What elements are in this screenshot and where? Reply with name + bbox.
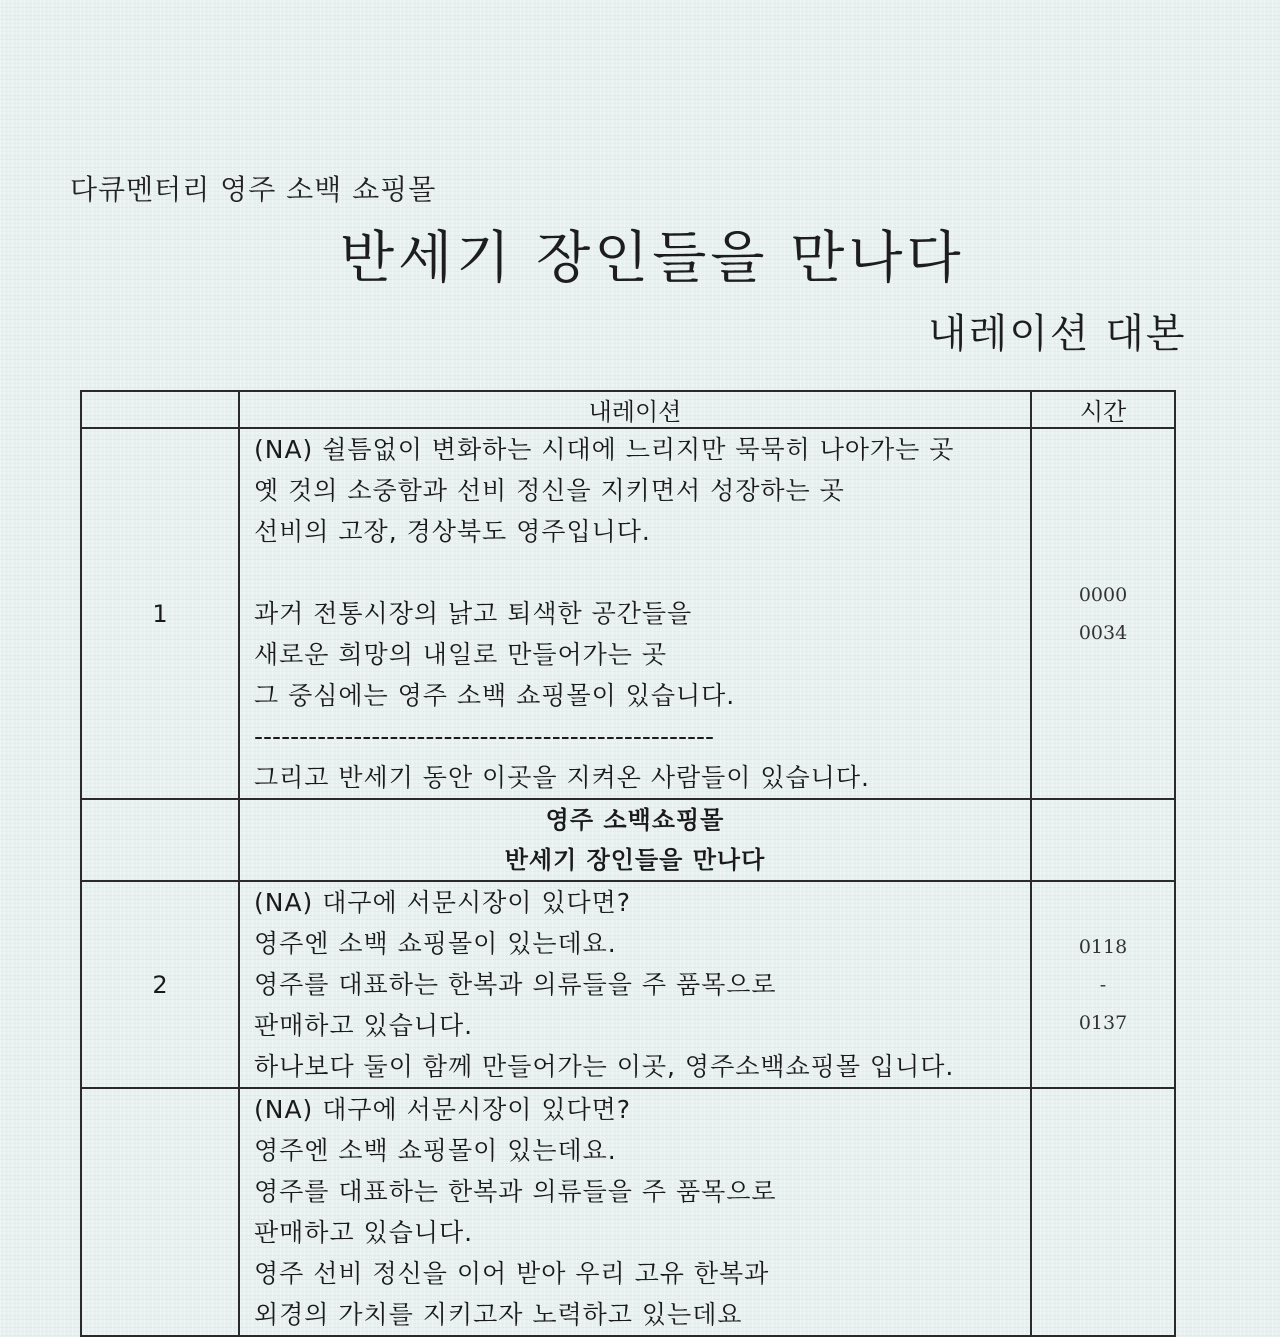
narration-line: 과거 전통시장의 낡고 퇴색한 공간들을: [254, 599, 693, 628]
document-subtitle: 다큐멘터리 영주 소백 쇼핑몰: [70, 173, 437, 206]
table-row: [81, 1088, 1175, 1336]
header-narration: 내레이션: [239, 391, 1031, 428]
time-cell: [1031, 1088, 1175, 1336]
narration-cell: [239, 428, 1031, 799]
narration-line: 외경의 가치를 지키고자 노력하고 있는데요: [254, 1300, 743, 1329]
narration-line: 새로운 희망의 내일로 만들어가는 곳: [254, 640, 668, 669]
time-cell: [1031, 428, 1175, 799]
narration-line: 판매하고 있습니다.: [254, 1011, 474, 1040]
document-title: 반세기 장인들을 만나다: [340, 226, 965, 291]
narration-line: (NA) 대구에 서문시장이 있다면?: [254, 1095, 632, 1124]
separator-line: ---------------------------------------------------: [254, 722, 715, 751]
narration-line: (NA) 대구에 서문시장이 있다면?: [254, 888, 632, 917]
narration-line: 판매하고 있습니다.: [254, 1218, 474, 1247]
table-header-row: [81, 391, 1175, 428]
time-end: 0034: [1078, 621, 1128, 644]
script-type-label: 내레이션 대본: [928, 311, 1187, 357]
table-row: [81, 428, 1175, 799]
section-title-line: 반세기 장인들을 만나다: [504, 846, 766, 874]
row-number: 1: [81, 428, 239, 799]
narration-cell: [239, 1088, 1031, 1336]
narration-line: 하나보다 둘이 함께 만들어가는 이곳, 영주소백쇼핑몰 입니다.: [254, 1052, 955, 1081]
table-row: [81, 881, 1175, 1088]
section-row: [81, 799, 1175, 881]
narration-line: 영주를 대표하는 한복과 의류들을 주 품목으로: [254, 1177, 777, 1206]
header-time: 시간: [1031, 391, 1175, 428]
narration-line: [254, 552, 1030, 593]
narration-line: 그 중심에는 영주 소백 쇼핑몰이 있습니다.: [254, 681, 736, 710]
narration-line: 영주엔 소백 쇼핑몰이 있는데요.: [254, 929, 617, 958]
time-dash: -: [1099, 973, 1107, 996]
header-number: [81, 391, 239, 428]
narration-line: 옛 것의 소중함과 선비 정신을 지키면서 성장하는 곳: [254, 476, 845, 505]
section-title-line: 영주 소백쇼핑몰: [545, 806, 725, 834]
section-title-cell: [239, 799, 1031, 881]
section-number-cell: [81, 799, 239, 881]
row-number: [81, 1088, 239, 1336]
time-cell: [1031, 881, 1175, 1088]
narration-table: [80, 390, 1176, 1337]
time-end: 0137: [1078, 1011, 1128, 1034]
narration-line: 선비의 고장, 경상북도 영주입니다.: [254, 517, 651, 546]
narration-line: (NA) 쉴틈없이 변화하는 시대에 느리지만 묵묵히 나아가는 곳: [254, 435, 955, 464]
time-start: 0118: [1078, 935, 1128, 958]
narration-cell: [239, 881, 1031, 1088]
row-number: 2: [81, 881, 239, 1088]
section-time-cell: [1031, 799, 1175, 881]
time-start: 0000: [1078, 583, 1128, 606]
narration-line: 영주 선비 정신을 이어 받아 우리 고유 한복과: [254, 1259, 770, 1288]
narration-line: 영주를 대표하는 한복과 의류들을 주 품목으로: [254, 970, 777, 999]
narration-line: 그리고 반세기 동안 이곳을 지켜온 사람들이 있습니다.: [254, 763, 870, 792]
narration-line: 영주엔 소백 쇼핑몰이 있는데요.: [254, 1136, 617, 1165]
